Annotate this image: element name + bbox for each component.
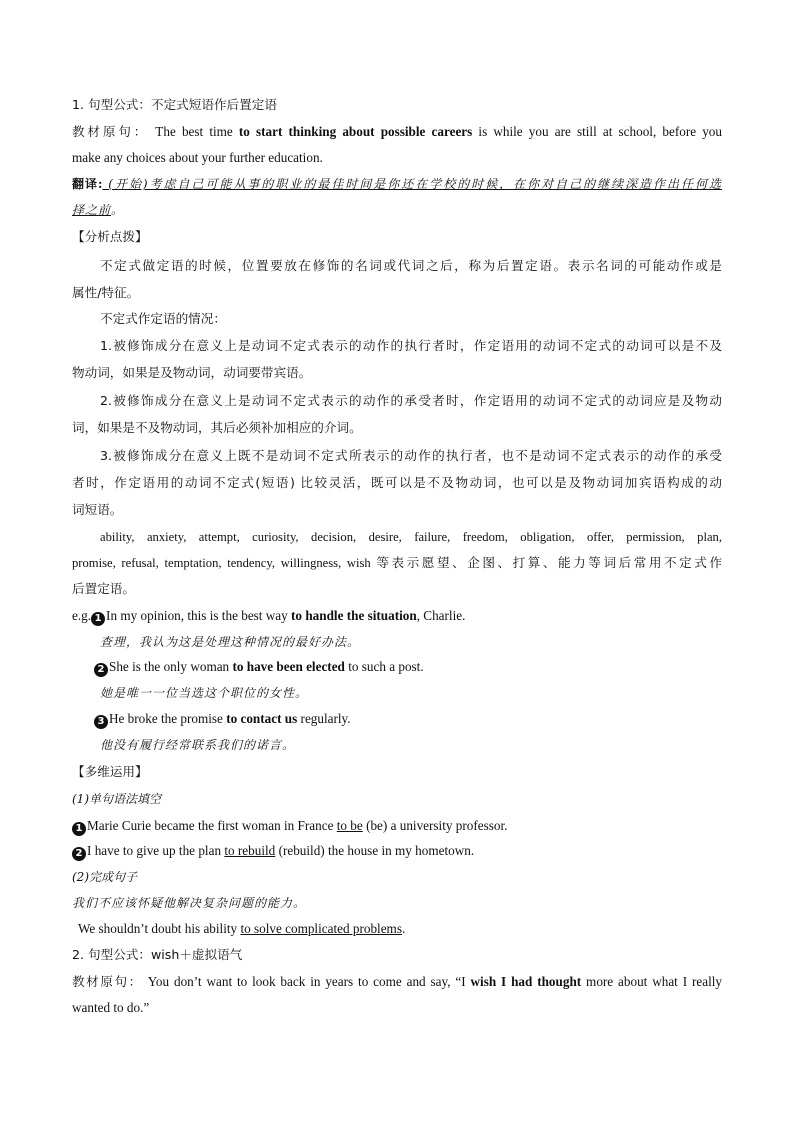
example-3: 3 He broke the promise to contact us regularly. xyxy=(94,710,351,729)
eg-label: e.g. xyxy=(72,608,92,623)
case-2: 2.被修饰成分在意义上是动词不定式表示的动作的承受者时，作定语用的动词不定式的动词应是及物动 xyxy=(100,393,722,408)
circled-number-1: 1 xyxy=(72,822,86,836)
source-sentence-line2: make any choices about your further education. xyxy=(72,150,323,165)
fill-in-1: 1 Marie Curie became the first woman in France to be (be) a university professor. xyxy=(72,817,507,836)
translation-line2: 择之前。 xyxy=(72,203,125,217)
example-1: e.g. 1 In my opinion, this is the best way to handle the situation, Charlie. xyxy=(72,608,466,624)
analysis-para-1: 不定式做定语的时候，位置要放在修饰的名词或代词之后，称为后置定语。表示名词的可能动作或是 xyxy=(100,258,722,273)
circled-number-3: 3 xyxy=(94,715,108,729)
case-2-line2: 词，如果是不及物动词，其后必须补加相应的介词。 xyxy=(72,420,362,435)
complete-sentence-title: (2)完成句子 xyxy=(72,870,137,884)
answer-blank: to rebuild xyxy=(224,843,276,858)
noun-list: ability, anxiety, attempt, curiosity, decision, desire, failure, freedom, obligation, offer, permission, plan, xyxy=(100,530,722,544)
case-3-line3: 词短语。 xyxy=(72,502,123,517)
circled-number-2: 2 xyxy=(72,847,86,861)
key-phrase: to start thinking about possible careers xyxy=(238,124,473,139)
circled-number-2: 2 xyxy=(94,663,108,677)
example-2: 2 She is the only woman to have been elected to such a post. xyxy=(94,658,424,677)
fill-in-2: 2 I have to give up the plan to rebuild (rebuild) the house in my hometown. xyxy=(72,842,474,861)
example-1-translation: 查理，我认为这是处理这种情况的最好办法。 xyxy=(100,635,361,649)
source-label: 教材原句： xyxy=(72,974,143,989)
example-3-translation: 他没有履行经常联系我们的诺言。 xyxy=(100,738,296,752)
noun-list-line3: 后置定语。 xyxy=(72,581,135,596)
case-1: 1.被修饰成分在意义上是动词不定式表示的动作的执行者时，作定语用的动词不定式的动词可以是不及 xyxy=(100,338,722,353)
fill-in-title: (1)单句语法填空 xyxy=(72,792,161,806)
complete-sentence-en: We shouldn’t doubt his ability to solve complicated problems. xyxy=(78,921,406,936)
answer-blank: to be xyxy=(336,818,363,833)
circled-number-1: 1 xyxy=(91,612,105,626)
translation: 翻译: (开始)考虑自己可能从事的职业的最佳时间是你还在学校的时候，在你对自己的继续深造作出任何选 xyxy=(72,177,722,191)
source-sentence: 教材原句： The best time to start thinking about possible careers is while you are still at school, before you xyxy=(72,124,722,139)
practice-title: 【多维运用】 xyxy=(72,764,148,779)
case-1-line2: 物动词，如果是及物动词，动词要带宾语。 xyxy=(72,365,312,380)
example-2-translation: 她是唯一一位当选这个职位的女性。 xyxy=(100,686,309,700)
section-1-heading: 1. 句型公式：不定式短语作后置定语 xyxy=(72,97,277,112)
source-sentence-2-line2: wanted to do.” xyxy=(72,1000,150,1015)
analysis-para-1-line2: 属性/特征。 xyxy=(72,285,140,300)
noun-list-line2: promise, refusal, temptation, tendency, willingness, wish 等表示愿望、企图、打算、能力等词后常用不定式作 xyxy=(72,556,722,570)
source-label: 教材原句： xyxy=(72,124,150,139)
case-3-line2: 者时，作定语用的动词不定式(短语) 比较灵活，既可以是不及物动词，也可以是及物动词加宾语构成的动 xyxy=(72,475,722,490)
translation-label: 翻译: xyxy=(72,177,103,191)
key-phrase: wish I had thought xyxy=(470,974,582,989)
analysis-title: 【分析点拨】 xyxy=(72,229,148,244)
source-sentence-2: 教材原句： You don’t want to look back in years to come and say, “I wish I had thought more about what I really xyxy=(72,974,722,989)
complete-sentence-cn: 我们不应该怀疑他解决复杂问题的能力。 xyxy=(72,896,307,910)
analysis-para-2: 不定式作定语的情况： xyxy=(100,311,226,326)
case-3: 3.被修饰成分在意义上既不是动词不定式所表示的动作的执行者，也不是动词不定式表示的动作的承受 xyxy=(100,448,722,463)
section-2-heading: 2. 句型公式：wish＋虚拟语气 xyxy=(72,947,243,962)
answer-blank: to solve complicated problems xyxy=(240,921,402,936)
